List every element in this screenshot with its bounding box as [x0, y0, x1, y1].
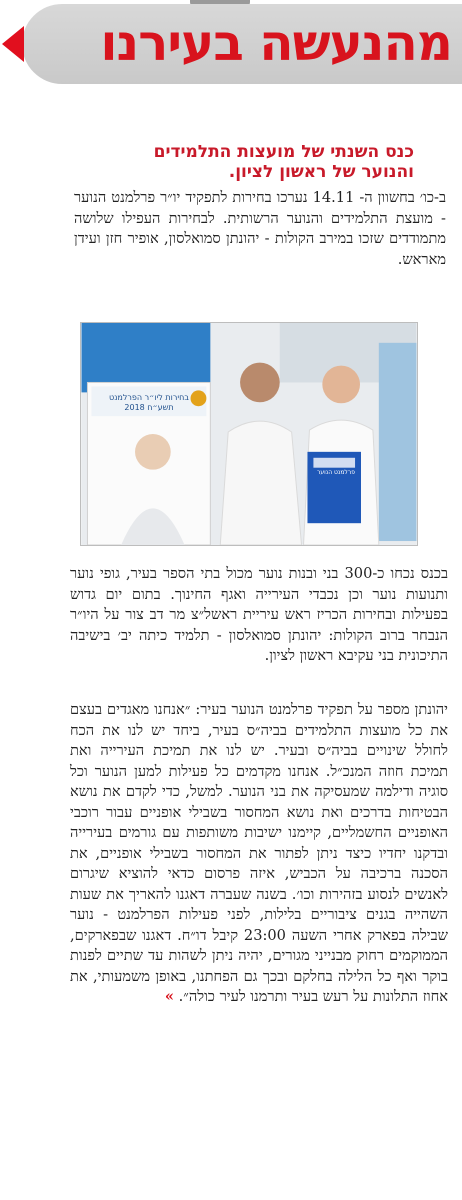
article-paragraph-3	[70, 700, 448, 1008]
section-banner	[0, 0, 462, 86]
headline-line-2: והנוער של ראשון לציון.	[228, 162, 414, 182]
article-headline	[54, 142, 414, 182]
poster-text	[93, 393, 205, 413]
poster-line-2: תשע״ח 2018	[124, 403, 174, 412]
end-of-article-mark: »	[164, 988, 175, 1005]
arrow-left-icon	[2, 26, 24, 62]
article-paragraph-2: בכנס נכחו כ-300 בני ובנות נוער מכול בתי הספר בעיר, גופי נוער ותנועות נוער וכן נכבדי העירייה ואגף החינוך. בתום יום גדוש בפעילות ובחירות הכריז ראש עיריית ראשל״צ מר דב צור על היו״ר הנבחר ברוב הקולות: יהונתן סמואלסון - תלמיד כיתה יב׳ בישיבה התיכונית בני עקיבא ראשון לציון.	[70, 565, 448, 664]
paragraph-3-text: יהונתן מספר על תפקיד פרלמנט הנוער בעיר: ״אנחנו מאגדים בעצם את כל מועצות התלמידים בביה״ס בעיר, ביחד יש לנו את הכח לחולל שינויים בביה״ס ובעיר. יש לנו את תמיכת העירייה ואת תמיכת חוזה המנכ״ל. אנחנו מקדמים כל פעילות למען הנוער וכל סוגיה ודילמה שמעסיקה את בני הנוער. למשל, כדי לקדם את נושא הבטיחות בדרכים ואת נושא המחסור בשבילי אופניים עבור רוכבי האופניים החשמליים, קיימנו ישיבות משותפות עם גורמים בעירייה ובדקנו יחדיו כיצד ניתן לפתור את המחסור בשבילי אופניים, את הסכנה ברכיבה על הכביש, איזה פרסום כדאי להוציא שיגרום לאנשים לנסוע בזהירות וכו׳. בשנה שעברה דאגנו להאריך את שעות השהייה בגנים ציבוריים בלילות, לפני פעילות הפרלמנט - נוער שבילה בפארק אחרי השעה 23:00 קיבל דו״ח. דאגנו שבפארקים, הממוקמים רחוק מבנייני מגורים, יהיה ניתן לשהות עד שתיים לפנות בוקר ואף כל הלילה בחלקם ובכך גם הפחתנו, באופן משמעותי, את אחוז התלונות על רעש בעיר ותרמנו לעיר כולה״.	[70, 701, 448, 1005]
folder-text: פרלמנט הנוער	[317, 469, 355, 476]
section-title: מהנעשה בעירנו	[100, 14, 452, 72]
headline-line-1: כנס השנתי של מועצות התלמידים	[153, 142, 414, 162]
article-paragraph-1: ב-כו׳ בחשוון ה- 14.11 נערכו בחירות לתפקיד יו״ר פרלמנט הנוער - מועצת התלמידים והנוער הרשותית. לבחירות העפילו שלושה מתמודדים שזכו במירב הקולות - יהונתן סמואלסון, אופיר חזן ועידן מאראש.	[74, 189, 446, 268]
photo-illustration	[81, 323, 417, 545]
poster-line-1: בחירות ליו״ר הפרלמנט	[109, 393, 189, 402]
article-photo	[80, 322, 418, 546]
